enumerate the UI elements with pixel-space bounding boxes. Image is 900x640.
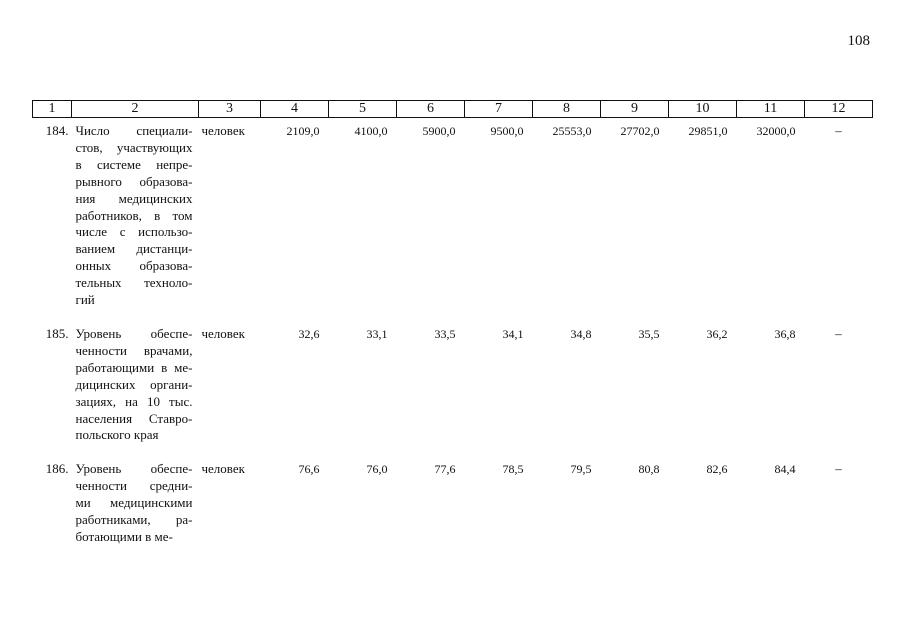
page-number: 108	[847, 33, 870, 49]
indicator-name-line: числе с использо-	[75, 224, 193, 240]
table-body	[33, 118, 873, 563]
value-cell-dash: –	[835, 325, 842, 341]
value-cell: 82,6	[706, 462, 728, 477]
column-header: 9	[601, 101, 669, 118]
indicator-name-line: ванием дистанци-	[75, 241, 193, 257]
value-cell: 32,6	[298, 326, 320, 341]
value-cell: 2109,0	[286, 124, 320, 138]
indicator-name-line: населения Ставро-	[75, 410, 193, 426]
value-cell: 32000,0	[756, 124, 796, 138]
indicator-name-line: ми медицинскими	[75, 495, 193, 511]
column-header: 7	[465, 101, 533, 118]
indicator-name	[72, 118, 199, 326]
value-cell: 34,8	[570, 326, 592, 341]
value-cell: 25553,0	[552, 124, 592, 138]
value-cell: 35,5	[638, 326, 660, 341]
row-number: 186.	[45, 461, 69, 477]
value-cell: 36,2	[706, 326, 728, 341]
indicator-name-line: польского края	[75, 427, 159, 443]
column-header: 8	[533, 101, 601, 118]
indicator-name-line: в системе непре-	[75, 156, 193, 172]
indicator-name	[72, 461, 199, 563]
column-header: 6	[397, 101, 465, 118]
unit-of-measure: человек	[201, 461, 245, 477]
value-cell: 84,4	[774, 462, 796, 477]
indicator-name-line: рывного образова-	[75, 173, 193, 189]
indicator-name-line: ботающими в ме-	[75, 528, 173, 544]
value-cell: 76,6	[298, 462, 320, 477]
indicator-name-line: Уровень обеспе-	[75, 325, 193, 341]
row-number: 184.	[45, 123, 69, 138]
value-cell: 76,0	[366, 462, 388, 477]
indicator-table	[32, 100, 873, 563]
indicator-name-line: тельных техноло-	[75, 275, 193, 291]
indicator-name-line: ния медицинских	[75, 190, 193, 206]
table-row	[33, 118, 873, 326]
value-cell: 29851,0	[688, 124, 728, 138]
value-cell-dash: –	[835, 123, 842, 138]
header-row	[33, 101, 873, 118]
value-cell: 79,5	[570, 462, 592, 477]
value-cell: 80,8	[638, 462, 660, 477]
value-cell: 27702,0	[620, 124, 660, 138]
indicator-name-line: зациях, на 10 тыс.	[75, 393, 193, 409]
indicator-name-line: работников, в том	[75, 207, 193, 223]
indicator-name-line: работниками, ра-	[75, 512, 193, 528]
indicator-name-line: работающими в ме-	[75, 359, 193, 375]
row-number: 185.	[45, 325, 69, 341]
value-cell: 34,1	[502, 326, 524, 341]
value-cell: 78,5	[502, 462, 524, 477]
indicator-name-line: гий	[75, 292, 95, 308]
unit-of-measure: человек	[201, 325, 245, 341]
indicator-name-line: ченности врачами,	[75, 342, 193, 358]
indicator-name-line: стов, участвующих	[75, 139, 193, 155]
value-cell: 36,8	[774, 326, 796, 341]
value-cell: 5900,0	[422, 124, 456, 138]
column-header: 1	[33, 101, 72, 118]
indicator-name-line: Уровень обеспе-	[75, 461, 193, 477]
column-header: 11	[737, 101, 805, 118]
indicator-name-line: онных образова-	[75, 258, 193, 274]
value-cell: 33,1	[366, 326, 388, 341]
indicator-name	[72, 326, 199, 461]
table-row	[33, 461, 873, 563]
column-header: 4	[261, 101, 329, 118]
value-cell: 33,5	[434, 326, 456, 341]
column-header: 10	[669, 101, 737, 118]
column-header: 2	[72, 101, 199, 118]
unit-of-measure: человек	[201, 123, 245, 138]
value-cell-dash: –	[835, 461, 842, 477]
column-header: 5	[329, 101, 397, 118]
value-cell: 77,6	[434, 462, 456, 477]
indicator-name-line: дицинских органи-	[75, 376, 193, 392]
value-cell: 9500,0	[490, 124, 524, 138]
indicator-name-line: ченности средни-	[75, 478, 193, 494]
column-header: 12	[805, 101, 873, 118]
indicator-name-line: Число специали-	[75, 123, 193, 138]
value-cell: 4100,0	[354, 124, 388, 138]
column-header: 3	[199, 101, 261, 118]
table-row	[33, 326, 873, 461]
